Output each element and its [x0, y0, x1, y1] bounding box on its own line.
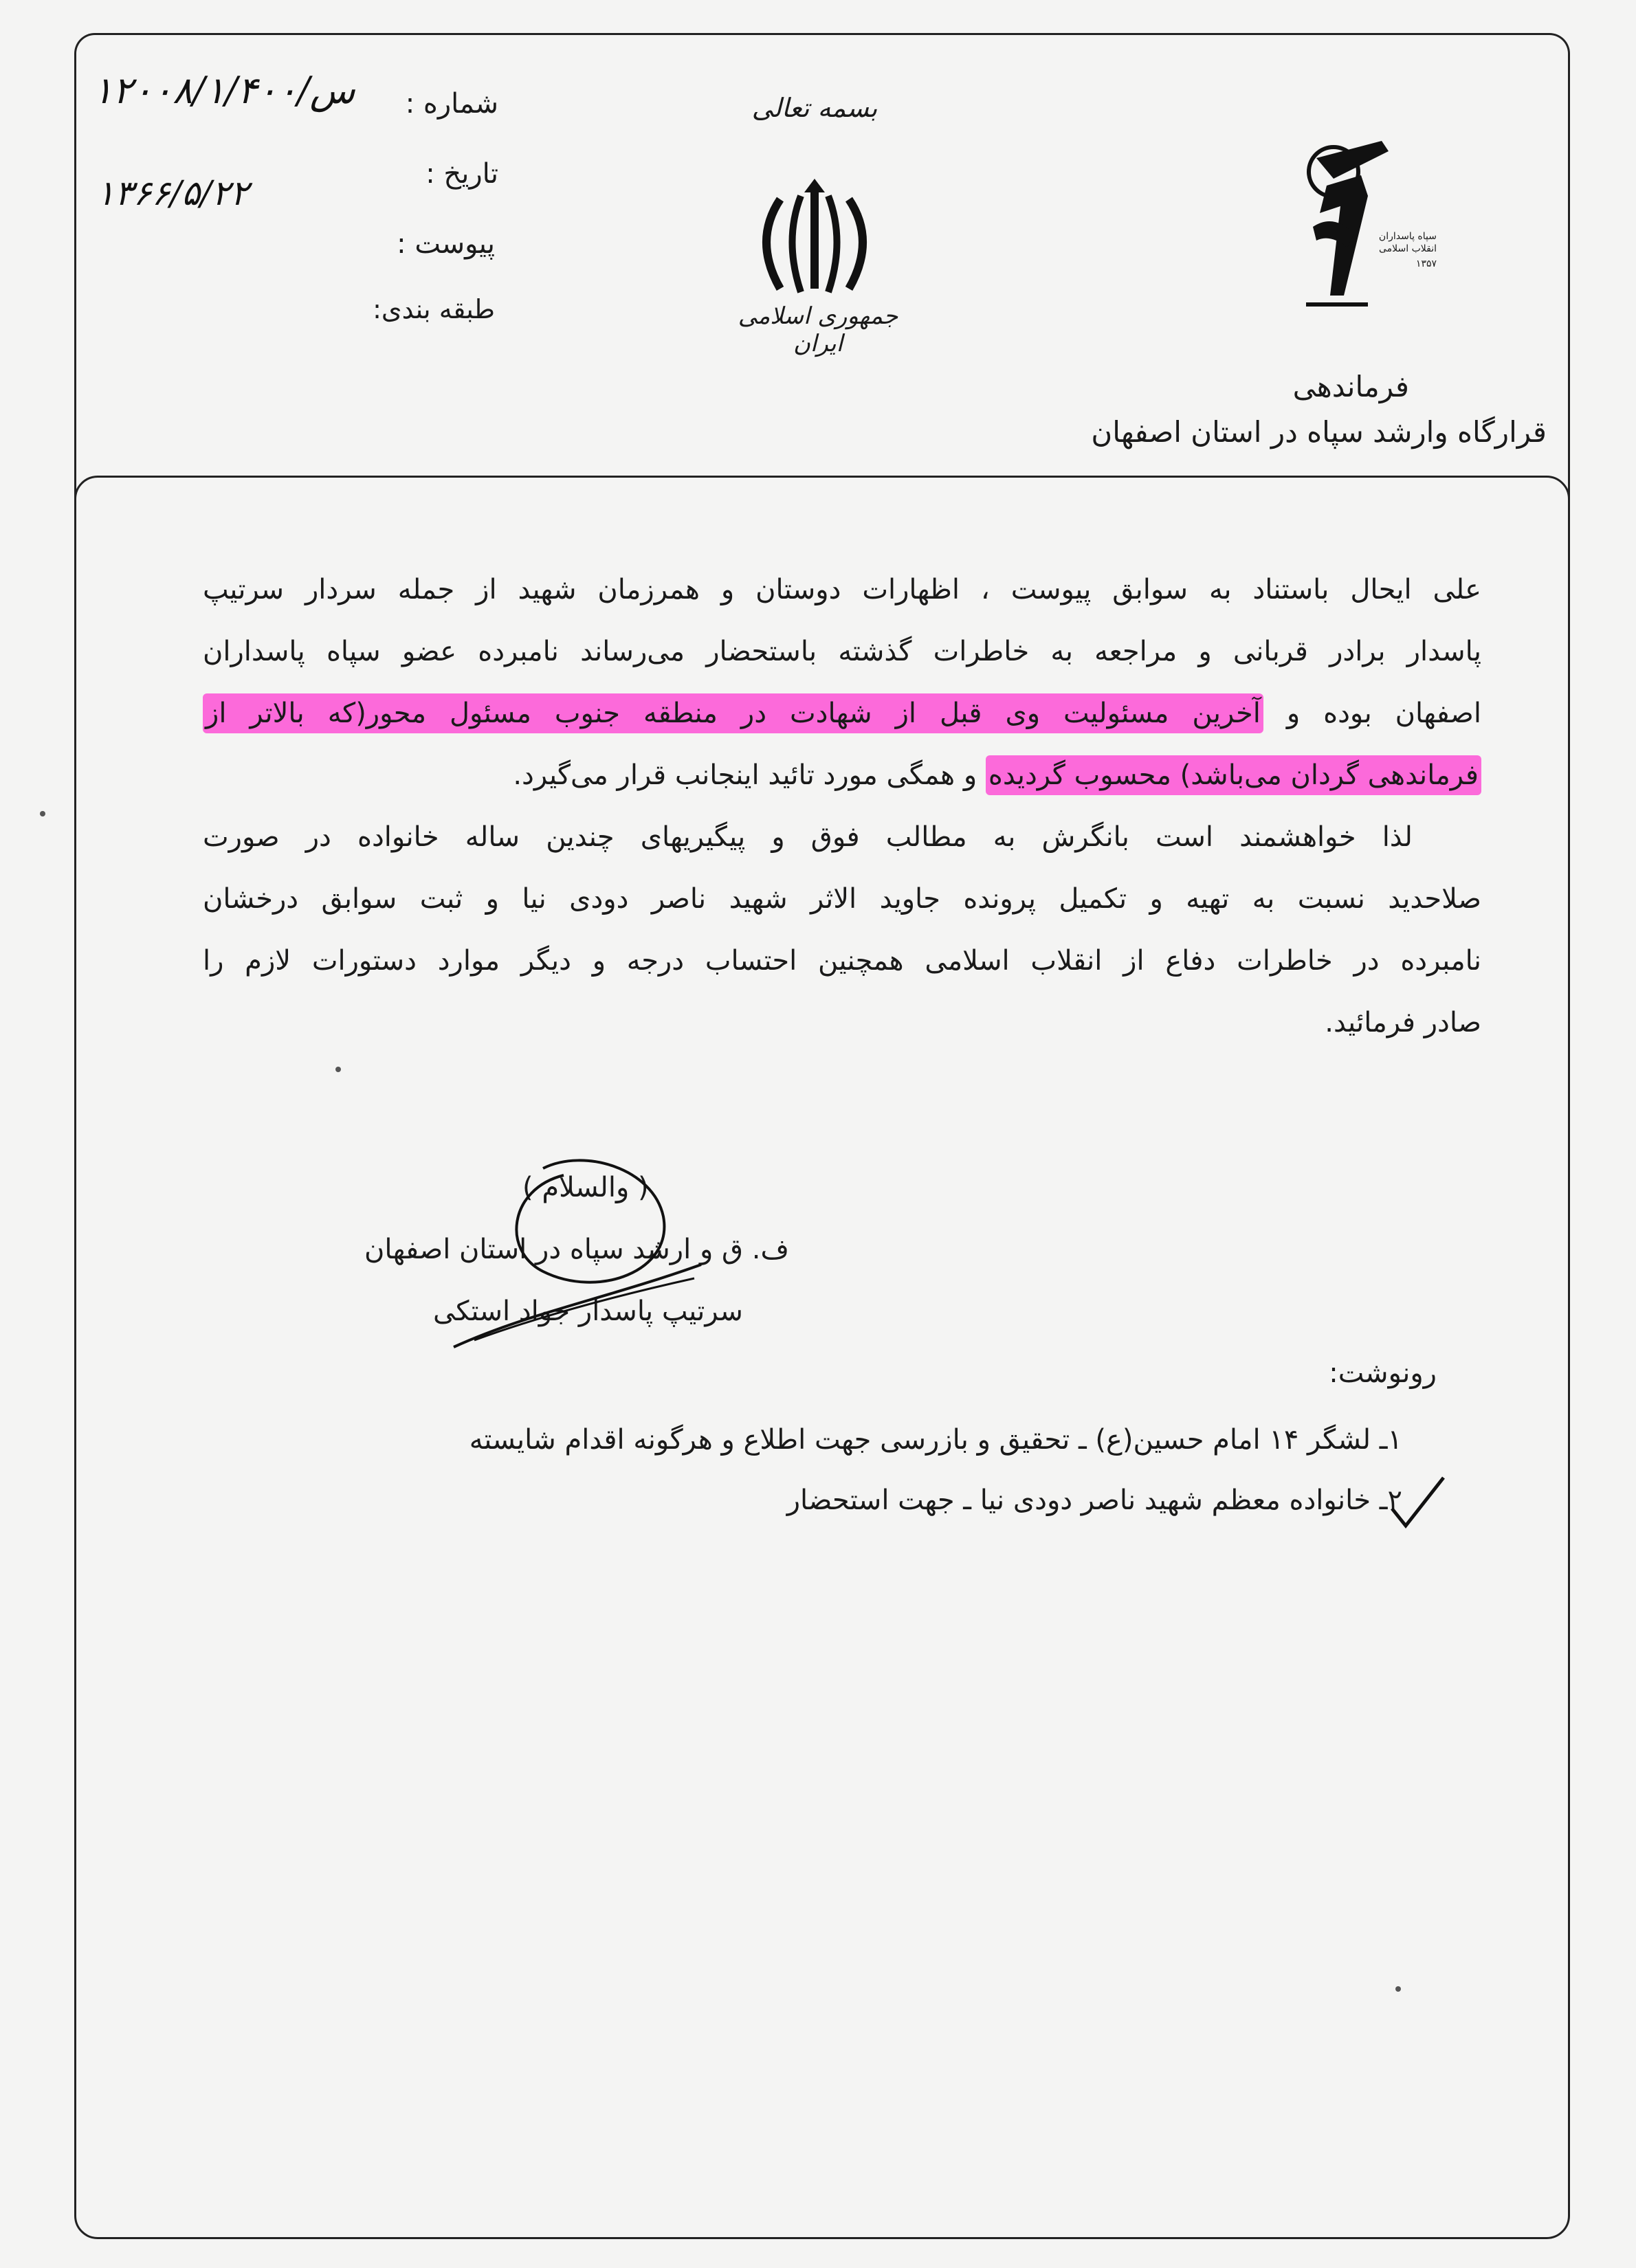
- body-line-5: لذا خواهشمند است بانگرش به مطالب فوق و پیگیریهای چندین ساله خانواده در صورت: [203, 821, 1413, 853]
- speck: [40, 811, 45, 816]
- cc-label: رونوشت:: [1329, 1357, 1437, 1389]
- date-value: ۱۳۶۶/۵/۲۲: [96, 173, 249, 213]
- body-line-3-plain: اصفهان بوده و: [1263, 698, 1481, 729]
- highlighted-text-1: آخرین مسئولیت وی قبل از شهادت در منطقه جنوب مسئول محور(که بالاتر از: [203, 693, 1263, 733]
- body-line-3: [203, 698, 1481, 729]
- speck: [335, 1067, 341, 1072]
- body-line-7: نامبرده در خاطرات دفاع از انقلاب اسلامی همچنین احتساب درجه و دیگر موارد دستورات لازم را: [203, 945, 1481, 977]
- irgc-emblem-icon: [1292, 131, 1402, 316]
- republic-text: جمهوری اسلامی ایران: [738, 302, 898, 357]
- speck: [1395, 1986, 1401, 1992]
- date-label: تاریخ :: [425, 158, 498, 190]
- body-line-6: صلاحدید نسبت به تهیه و تکمیل پرونده جاوید الاثر شهید ناصر دودی نیا و ثبت سوابق درخشان: [203, 883, 1481, 915]
- bismillah-text: بسمه تعالی: [751, 93, 878, 123]
- body-line-2: پاسدار برادر قربانی و مراجعه به خاطرات گذشته باستحضار می‌رساند نامبرده عضو سپاه پاسداران: [203, 636, 1481, 667]
- cc-item-2: ۲ـ خانواده معظم شهید ناصر دودی نیا ـ جهت استحضار: [786, 1485, 1402, 1516]
- cc-item-1: ۱ـ لشگر ۱۴ امام حسین(ع) ـ تحقیق و بازرسی جهت اطلاع و هرگونه اقدام شایسته: [469, 1424, 1402, 1456]
- attachment-label: پیوست :: [397, 228, 495, 260]
- iran-emblem-icon: [749, 179, 880, 302]
- checkmark-icon: [1385, 1471, 1447, 1533]
- org-line-2: قرارگاه وارشد سپاه در استان اصفهان: [1091, 415, 1547, 449]
- closing-salutation: ( والسلام ): [522, 1172, 649, 1203]
- number-label: شماره :: [405, 88, 498, 120]
- body-line-4-plain: و همگی مورد تائید اینجانب قرار می‌گیرد.: [513, 759, 986, 791]
- body-line-1: علی ایحال باستناد به سوابق پیوست ، اظهارات دوستان و همرزمان شهید از جمله سردار سرتیپ: [203, 574, 1481, 605]
- signatory-unit: ف. ق و ارشد سپاه در استان اصفهان: [364, 1234, 789, 1265]
- body-line-8: صادر فرمائید.: [1325, 1007, 1481, 1038]
- signatory-name: سرتیپ پاسدار جواد استکی: [433, 1296, 743, 1327]
- number-value: ۱۲۰۰۸/۱/۴۰۰/س: [93, 69, 355, 112]
- org-line-1: فرماندهی: [1292, 370, 1409, 403]
- body-line-4: [203, 759, 1481, 791]
- highlighted-text-2: فرماندهی گردان می‌باشد) محسوب گردیده: [986, 755, 1481, 795]
- irgc-side-text: سپاه پاسداران انقلاب اسلامی ۱۳۵۷: [1378, 231, 1437, 269]
- classification-label: طبقه بندی:: [373, 294, 495, 324]
- signature-scribble-icon: [426, 1141, 715, 1368]
